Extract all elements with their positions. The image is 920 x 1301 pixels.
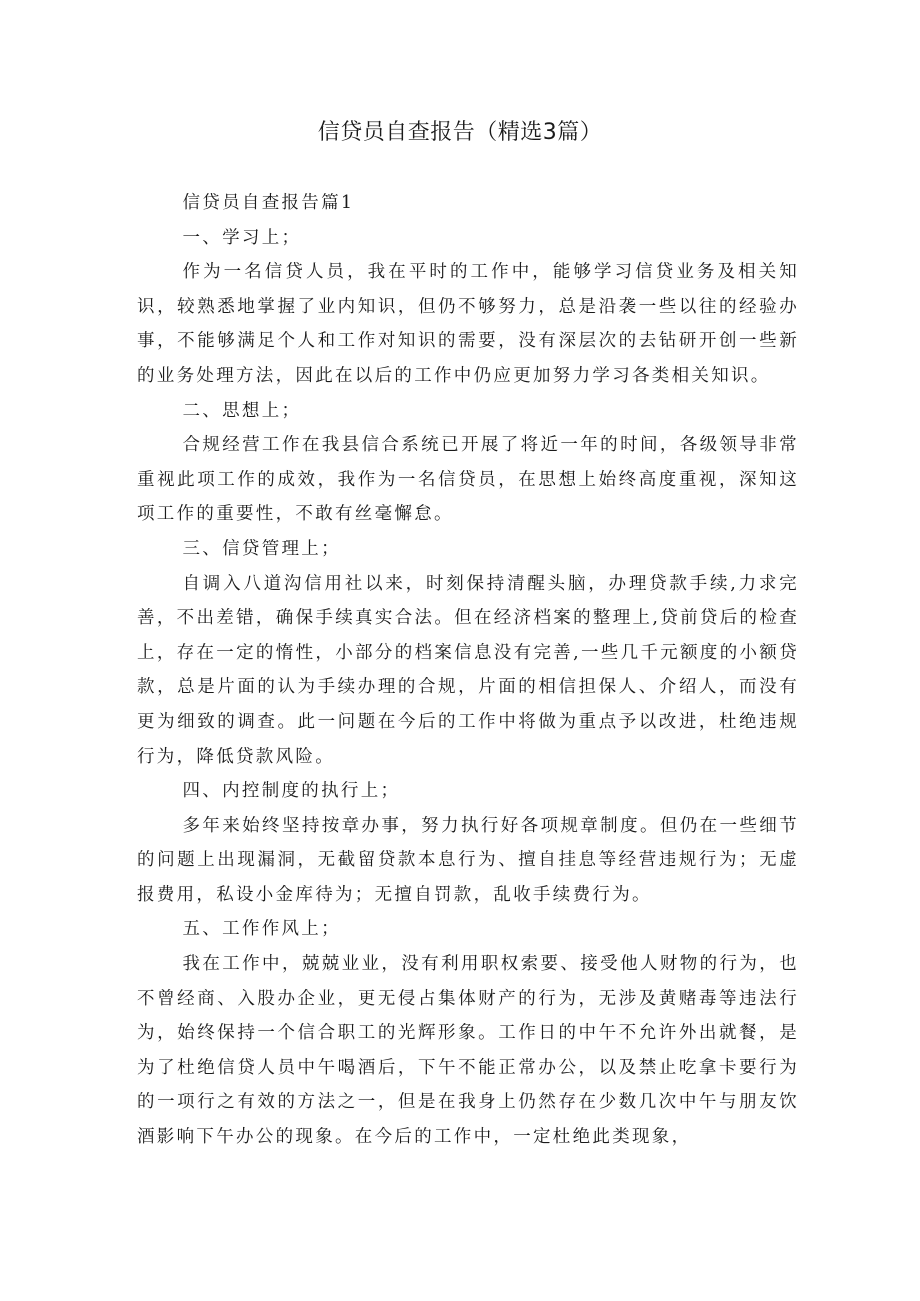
section-heading-credit-management: 三、信贷管理上； xyxy=(182,538,341,559)
document-title: 信贷员自查报告（精选3篇） xyxy=(317,120,603,145)
document-body xyxy=(137,186,799,1155)
section-paragraph-credit-management: 自调入八道沟信用社以来，时刻保持清醒头脑，办理贷款手续,力求完善，不出差错，确保手续真实合法。但在经济档案的整理上,贷前贷后的检查上，存在一定的惰性，小部分的档案信息没有完善,一些几千元额度的小额贷款，总是片面的认为手续办理的合规，片面的相信担保人、介绍人，而没有更为细致的调查。此一问题在今后的工作中将做为重点予以改进，杜绝违规行为，降低贷款风险。 xyxy=(137,573,799,767)
section-paragraph-work-style: 我在工作中，兢兢业业，没有利用职权索要、接受他人财物的行为，也不曾经商、入股办企业，更无侵占集体财产的行为，无涉及黄赌毒等违法行为，始终保持一个信合职工的光辉形象。工作日的中午不允许外出就餐，是为了杜绝信贷人员中午喝酒后，下午不能正常办公，以及禁止吃拿卡要行为的一项行之有效的方法之一，但是在我身上仍然存在少数几次中午与朋友饮酒影响下午办公的现象。在今后的工作中，一定杜绝此类现象， xyxy=(137,954,799,1148)
section-heading-thought: 二、思想上； xyxy=(182,400,302,421)
section-heading-work-style: 五、工作作风上； xyxy=(182,919,341,940)
article-subtitle: 信贷员自查报告篇1 xyxy=(182,193,355,213)
section-paragraph-study: 作为一名信贷人员，我在平时的工作中，能够学习信贷业务及相关知识，较熟悉地掌握了业内知识，但仍不够努力，总是沿袭一些以往的经验办事，不能够满足个人和工作对知识的需要，没有深层次的去钻研开创一些新的业务处理方法，因此在以后的工作中仍应更加努力学习各类相关知识。 xyxy=(137,262,799,386)
section-paragraph-internal-control: 多年来始终坚持按章办事，努力执行好各项规章制度。但仍在一些细节的问题上出现漏洞，无截留贷款本息行为、擅自挂息等经营违规行为；无虚报费用，私设小金库待为；无擅自罚款，乱收手续费行为。 xyxy=(137,815,799,905)
section-paragraph-thought: 合规经营工作在我县信合系统已开展了将近一年的时间，各级领导非常重视此项工作的成效，我作为一名信贷员，在思想上始终高度重视，深知这项工作的重要性，不敢有丝毫懈怠。 xyxy=(137,435,799,525)
section-heading-study: 一、学习上； xyxy=(182,227,302,248)
section-heading-internal-control: 四、内控制度的执行上； xyxy=(182,781,401,802)
